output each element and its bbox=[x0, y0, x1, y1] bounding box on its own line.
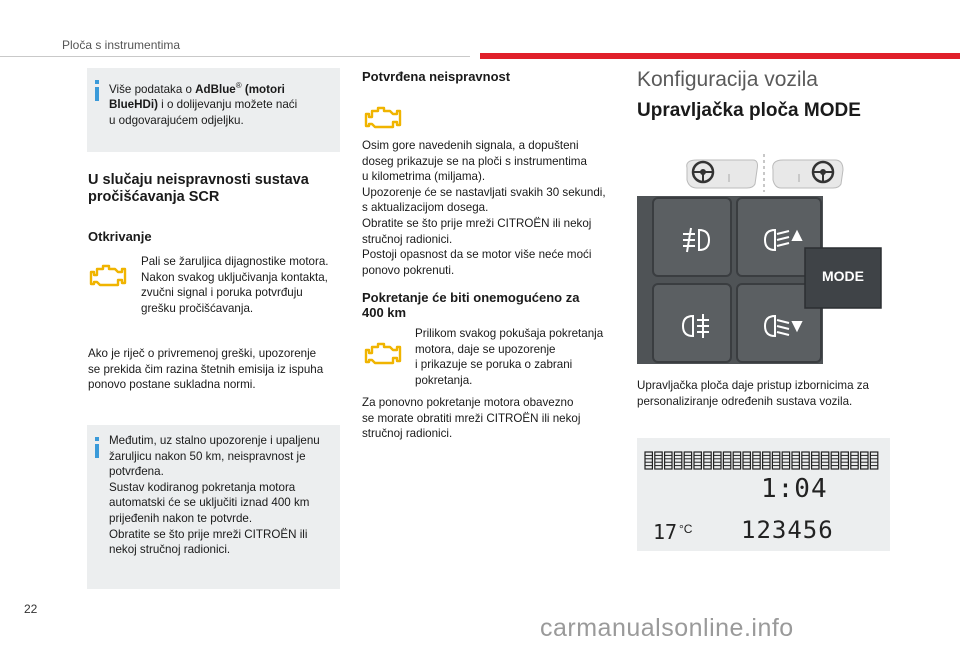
lcd-matrix-cell bbox=[861, 452, 868, 469]
steering-wheel-icon bbox=[687, 160, 758, 188]
lcd-matrix-cell bbox=[704, 452, 711, 469]
mode-button[interactable]: MODE bbox=[822, 268, 864, 284]
header-title: Ploča s instrumentima bbox=[62, 38, 181, 52]
section-heading-scr: U slučaju neispravnosti sustava pročišćavanja SCR bbox=[88, 172, 309, 205]
lcd-matrix-cell bbox=[812, 452, 819, 469]
lcd-matrix-cell bbox=[792, 452, 799, 469]
lcd-matrix-cell bbox=[723, 452, 730, 469]
lcd-matrix-cell bbox=[782, 452, 789, 469]
lcd-matrix-cell bbox=[753, 452, 760, 469]
lcd-matrix-cell bbox=[674, 452, 681, 469]
temporary-fault-text: Ako je riječ o privremenoj greški, upozorenje se prekida čim razina štetnih emisija iz ispuha ponovo postane sukladna normi. bbox=[88, 347, 324, 392]
lcd-matrix-cell bbox=[714, 452, 721, 469]
lcd-matrix-cell bbox=[870, 452, 877, 469]
lcd-odometer: 123456 bbox=[741, 516, 834, 544]
heading-start-disabled: Pokretanje će biti onemogućeno za 400 km bbox=[362, 290, 580, 320]
info-box-fault-text: Međutim, uz stalno upozorenje i upaljenu žaruljicu nakon 50 km, neispravnost je potvrđena. Sustav kodiranog pokretanja motora automatski će se uključiti iznad 400 km prijeđenih nakon te potvrde. Obratite se što prije mreži CITROËN ili nekoj stručnoj radionici. bbox=[109, 434, 320, 557]
info-box-adblue-text: Više podataka o AdBlue® (motori BlueHDi) i o dolijevanju možete naći u odgovarajućem odjeljku. bbox=[109, 81, 298, 128]
subheading-detection: Otkrivanje bbox=[88, 229, 152, 244]
confirmed-fault-text: Osim gore navedenih signala, a dopušteni doseg prikazuje se na ploči s instrumentima u kilometrima (miljama). Upozorenje će se nastavljati svakih 30 sekundi, s aktualizacijom dosega. Obratite se što prije mreži CITROËN ili nekoj stručnoj radionici. Postoji opasnost da se motor više neće moći ponovo pokrenuti. bbox=[362, 139, 606, 277]
lcd-matrix-cell bbox=[655, 452, 662, 469]
lcd-matrix-cell bbox=[684, 452, 691, 469]
header-divider bbox=[0, 56, 470, 57]
lcd-display bbox=[637, 438, 890, 551]
header-accent-bar bbox=[480, 53, 960, 59]
lcd-matrix-cell bbox=[831, 452, 838, 469]
info-icon bbox=[95, 80, 99, 101]
engine-check-icon bbox=[364, 104, 402, 132]
lcd-matrix-cell bbox=[743, 452, 750, 469]
mode-panel-illustration bbox=[637, 148, 890, 364]
detection-text: Pali se žaruljica dijagnostike motora. Nakon svakog uključivanja kontakta, zvučni signal i poruka potvrđuju grešku pročišćavanja. bbox=[141, 255, 329, 315]
watermark: carmanualsonline.info bbox=[540, 614, 794, 642]
section-subtitle: Upravljačka ploča MODE bbox=[637, 100, 861, 121]
page-number: 22 bbox=[24, 602, 38, 616]
lcd-matrix-cell bbox=[772, 452, 779, 469]
start-disabled-text: Prilikom svakog pokušaja pokretanja motora, daje se upozorenje i prikazuje se poruka o zabrani pokretanja. bbox=[415, 327, 604, 387]
info-icon bbox=[95, 437, 99, 458]
lcd-matrix-cell bbox=[802, 452, 809, 469]
engine-check-icon bbox=[89, 262, 127, 290]
lcd-matrix-cell bbox=[851, 452, 858, 469]
mode-panel-description: Upravljačka ploča daje pristup izbornicima za personaliziranje određenih sustava vozila. bbox=[637, 379, 869, 408]
lcd-temperature-unit: °C bbox=[679, 522, 693, 536]
lcd-matrix-cell bbox=[645, 452, 652, 469]
restart-text: Za ponovno pokretanje motora obavezno se morate obratiti mreži CITROËN ili nekoj stručnoj radionici. bbox=[362, 396, 581, 441]
info-box-adblue bbox=[87, 68, 340, 152]
lcd-temperature: 17 bbox=[653, 520, 678, 544]
lcd-time: 1:04 bbox=[761, 474, 828, 504]
info-box-fault bbox=[87, 425, 340, 589]
lcd-matrix-cell bbox=[821, 452, 828, 469]
lcd-matrix-cell bbox=[763, 452, 770, 469]
lcd-matrix-cell bbox=[694, 452, 701, 469]
section-title: Konfiguracija vozila bbox=[637, 68, 818, 91]
steering-wheel-icon bbox=[773, 160, 843, 188]
lcd-matrix-cell bbox=[665, 452, 672, 469]
lcd-matrix-cell bbox=[841, 452, 848, 469]
lcd-matrix-cell bbox=[733, 452, 740, 469]
heading-confirmed-fault: Potvrđena neispravnost bbox=[362, 69, 511, 84]
engine-check-icon bbox=[364, 340, 402, 368]
